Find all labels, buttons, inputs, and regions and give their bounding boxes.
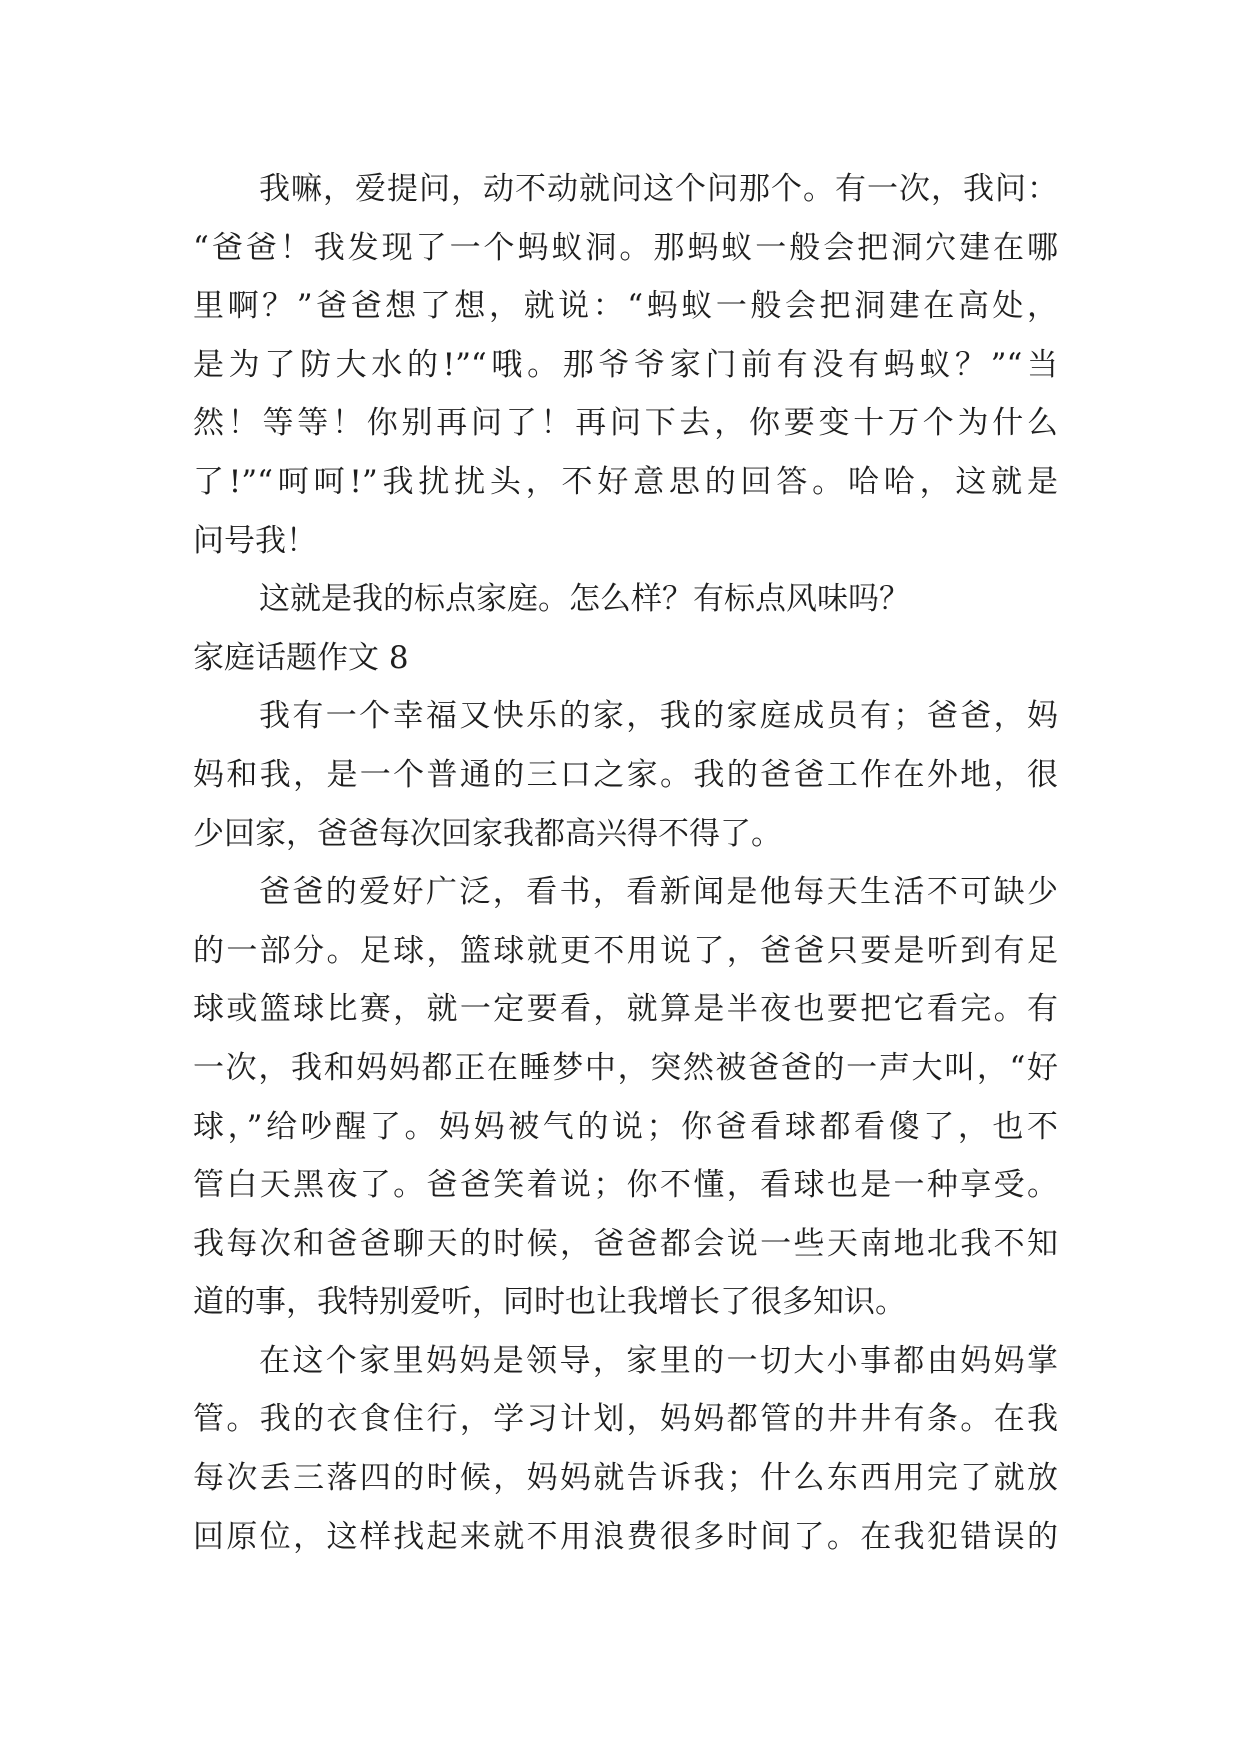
text-line: 我有一个幸福又快乐的家，我的家庭成员有；爸爸，妈 xyxy=(259,698,1058,735)
text-line: 问号我！ xyxy=(193,522,317,559)
paragraph xyxy=(193,570,1058,629)
section-heading: 家庭话题作文 8 xyxy=(193,639,409,676)
document-body xyxy=(193,160,1058,1566)
text-line: 球或篮球比赛，就一定要看，就算是半夜也要把它看完。有 xyxy=(193,991,1058,1028)
text-line: 的一部分。足球，篮球就更不用说了，爸爸只要是听到有足 xyxy=(193,932,1058,969)
paragraph xyxy=(193,687,1058,863)
text-line: 然！等等！你别再问了！再问下去，你要变十万个为什么 xyxy=(193,405,1058,442)
text-line: 回原位，这样找起来就不用浪费很多时间了。在我犯错误的 xyxy=(193,1518,1058,1555)
text-line: 管。我的衣食住行，学习计划，妈妈都管的井井有条。在我 xyxy=(193,1401,1058,1438)
text-line: 了!”“呵呵!”我扰扰头，不好意思的回答。哈哈，这就是 xyxy=(193,463,1058,500)
paragraph xyxy=(193,1332,1058,1566)
text-line: 在这个家里妈妈是领导，家里的一切大小事都由妈妈掌 xyxy=(259,1342,1058,1379)
text-line: 球，”给吵醒了。妈妈被气的说；你爸看球都看傻了，也不 xyxy=(193,1108,1058,1145)
paragraph xyxy=(193,160,1058,570)
text-line: 每次丢三落四的时候，妈妈就告诉我；什么东西用完了就放 xyxy=(193,1460,1058,1497)
text-line: 里啊？”爸爸想了想，就说：“蚂蚁一般会把洞建在高处， xyxy=(193,288,1058,325)
paragraph xyxy=(193,863,1058,1332)
text-line: 我嘛，爱提问，动不动就问这个问那个。有一次，我问： xyxy=(259,171,1058,207)
text-line: 少回家，爸爸每次回家我都高兴得不得了。 xyxy=(193,815,782,852)
text-line: 道的事，我特别爱听，同时也让我增长了很多知识。 xyxy=(193,1284,906,1321)
text-line: 我每次和爸爸聊天的时候，爸爸都会说一些天南地北我不知 xyxy=(193,1225,1058,1262)
text-line: 这就是我的标点家庭。怎么样？有标点风味吗？ xyxy=(259,581,910,618)
text-line: 管白天黑夜了。爸爸笑着说；你不懂，看球也是一种享受。 xyxy=(193,1167,1058,1204)
text-line: 一次，我和妈妈都正在睡梦中，突然被爸爸的一声大叫，“好 xyxy=(193,1049,1058,1086)
text-line: 爸爸的爱好广泛，看书，看新闻是他每天生活不可缺少 xyxy=(259,874,1058,911)
text-line: 妈和我，是一个普通的三口之家。我的爸爸工作在外地，很 xyxy=(193,756,1058,793)
text-line: “爸爸！我发现了一个蚂蚁洞。那蚂蚁一般会把洞穴建在哪 xyxy=(193,229,1058,266)
text-line: 是为了防大水的!”“哦。那爷爷家门前有没有蚂蚁？”“当 xyxy=(193,346,1058,383)
